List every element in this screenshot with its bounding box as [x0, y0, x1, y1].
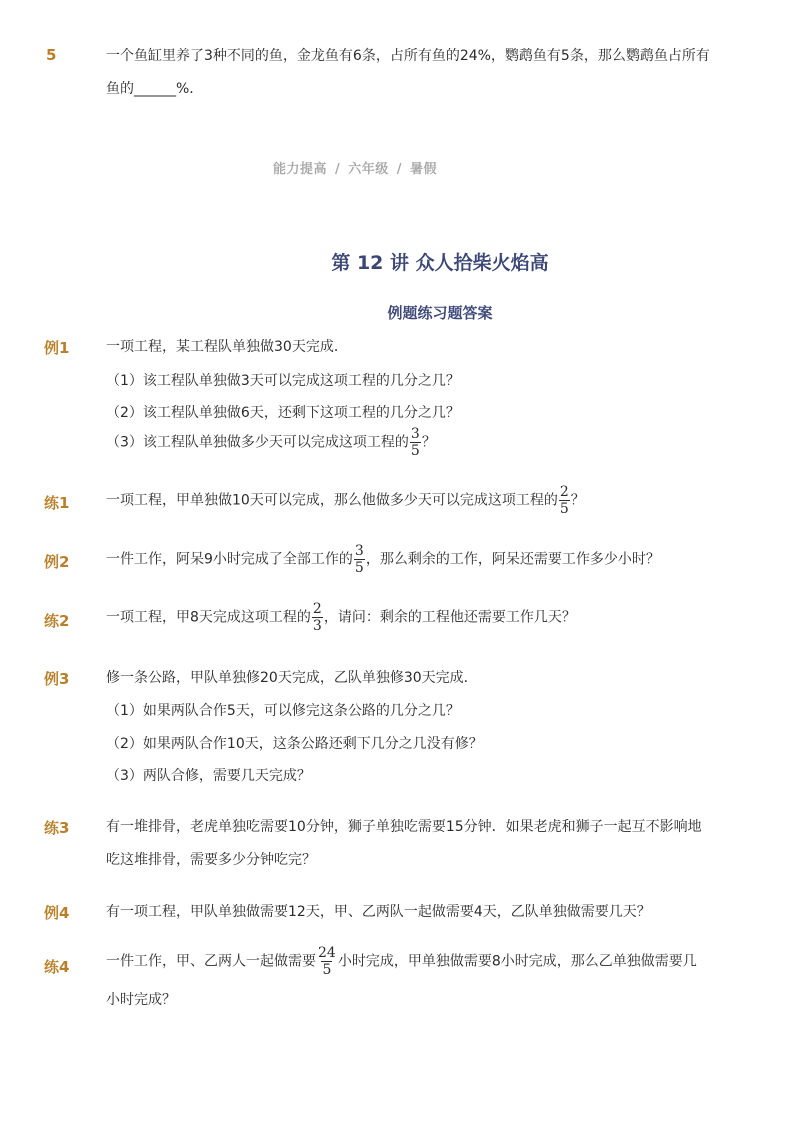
fraction-numerator: 3 — [410, 426, 420, 442]
example-1-sub-1: （1）该工程队单独做3天可以完成这项工程的几分之几？ — [106, 373, 460, 389]
practice-3-line-2: 吃这堆排骨，需要多少分钟吃完？ — [106, 852, 316, 868]
example-3-sub-1: （1）如果两队合作5天，可以修完这条公路的几分之几？ — [106, 703, 460, 719]
practice-2-text-start: 一项工程，甲8天完成这项工程的 — [106, 609, 311, 626]
breadcrumb-grade: 六年级 — [348, 162, 389, 177]
fraction-numerator: 2 — [312, 601, 322, 617]
practice-1-text-end: ？ — [570, 492, 585, 509]
practice-4-text-start: 一件工作，甲、乙两人一起做需要 — [106, 953, 316, 970]
example-1-stem: 一项工程，某工程队单独做30天完成． — [106, 339, 348, 355]
breadcrumb-course: 能力提高 — [272, 162, 327, 177]
practice-1-label: 练1 — [44, 494, 70, 512]
lesson-title: 第 12 讲 众人拾柴火焰高 — [331, 252, 549, 274]
fraction-denominator: 3 — [312, 618, 322, 634]
breadcrumb-separator: / — [334, 162, 341, 177]
example-1-sub-2: （2）该工程队单独做6天，还剩下这项工程的几分之几？ — [106, 405, 460, 421]
practice-3-line-1: 有一堆排骨，老虎单独吃需要10分钟，狮子单独吃需要15分钟．如果老虎和狮子一起互不影响地 — [106, 819, 702, 835]
example-1-sub-3 — [106, 426, 436, 459]
practice-1-text — [106, 484, 585, 517]
fraction-numerator: 2 — [559, 484, 569, 500]
section-subtitle: 例题练习题答案 — [387, 304, 493, 322]
breadcrumb-separator: / — [396, 162, 402, 177]
practice-4-line-2: 小时完成？ — [106, 992, 176, 1008]
example-2-text-start: 一件工作，阿呆9小时完成了全部工作的 — [106, 551, 353, 568]
example-2-text-end: ，那么剩余的工作，阿呆还需要工作多少小时？ — [365, 551, 660, 568]
practice-2-text — [106, 601, 576, 634]
fraction-denominator: 5 — [559, 501, 569, 517]
question-5-line-2: 鱼的______%． — [106, 81, 204, 97]
example-2-text — [106, 543, 660, 576]
fraction — [410, 426, 421, 459]
example-3-sub-2: （2）如果两队合作10天，这条公路还剩下几分之几没有修？ — [106, 736, 483, 752]
fraction — [559, 484, 570, 517]
breadcrumb — [0, 158, 710, 177]
fraction-denominator: 5 — [322, 962, 332, 978]
practice-4-line-1 — [106, 945, 697, 978]
fraction — [312, 601, 323, 634]
fraction — [354, 543, 365, 576]
example-1-label: 例1 — [44, 339, 70, 357]
example-3-label: 例3 — [44, 670, 70, 688]
fraction-numerator: 24 — [318, 945, 336, 961]
example-1-sub-3-text: （3）该工程队单独做多少天可以完成这项工程的 — [106, 434, 409, 451]
practice-4-text-end: 小时完成，甲单独做需要8小时完成，那么乙单独做需要几 — [337, 953, 697, 970]
fraction-denominator: 5 — [410, 443, 420, 459]
fraction-numerator: 3 — [354, 543, 364, 559]
fraction-denominator: 5 — [354, 560, 364, 576]
fraction — [317, 945, 337, 978]
example-4-text: 有一项工程，甲队单独做需要12天，甲、乙两队一起做需要4天，乙队单独做需要几天？ — [106, 904, 651, 920]
practice-2-text-end: ，请问：剩余的工程他还需要工作几天？ — [323, 609, 576, 626]
example-2-label: 例2 — [44, 553, 70, 571]
practice-1-text-start: 一项工程，甲单独做10天可以完成，那么他做多少天可以完成这项工程的 — [106, 492, 558, 509]
example-1-sub-3-end: ？ — [421, 434, 436, 451]
practice-2-label: 练2 — [44, 612, 70, 630]
example-3-sub-3: （3）两队合修，需要几天完成？ — [106, 768, 311, 784]
practice-4-label: 练4 — [44, 958, 70, 976]
practice-3-label: 练3 — [44, 819, 70, 837]
breadcrumb-term: 暑假 — [410, 162, 438, 177]
question-number: 5 — [46, 46, 57, 64]
example-3-stem: 修一条公路，甲队单独修20天完成，乙队单独修30天完成． — [106, 670, 478, 686]
example-4-label: 例4 — [44, 904, 70, 922]
question-5-line-1: 一个鱼缸里养了3种不同的鱼，金龙鱼有6条，占所有鱼的24%，鹦鹉鱼有5条，那么鹦鹉鱼占所有 — [106, 48, 710, 64]
